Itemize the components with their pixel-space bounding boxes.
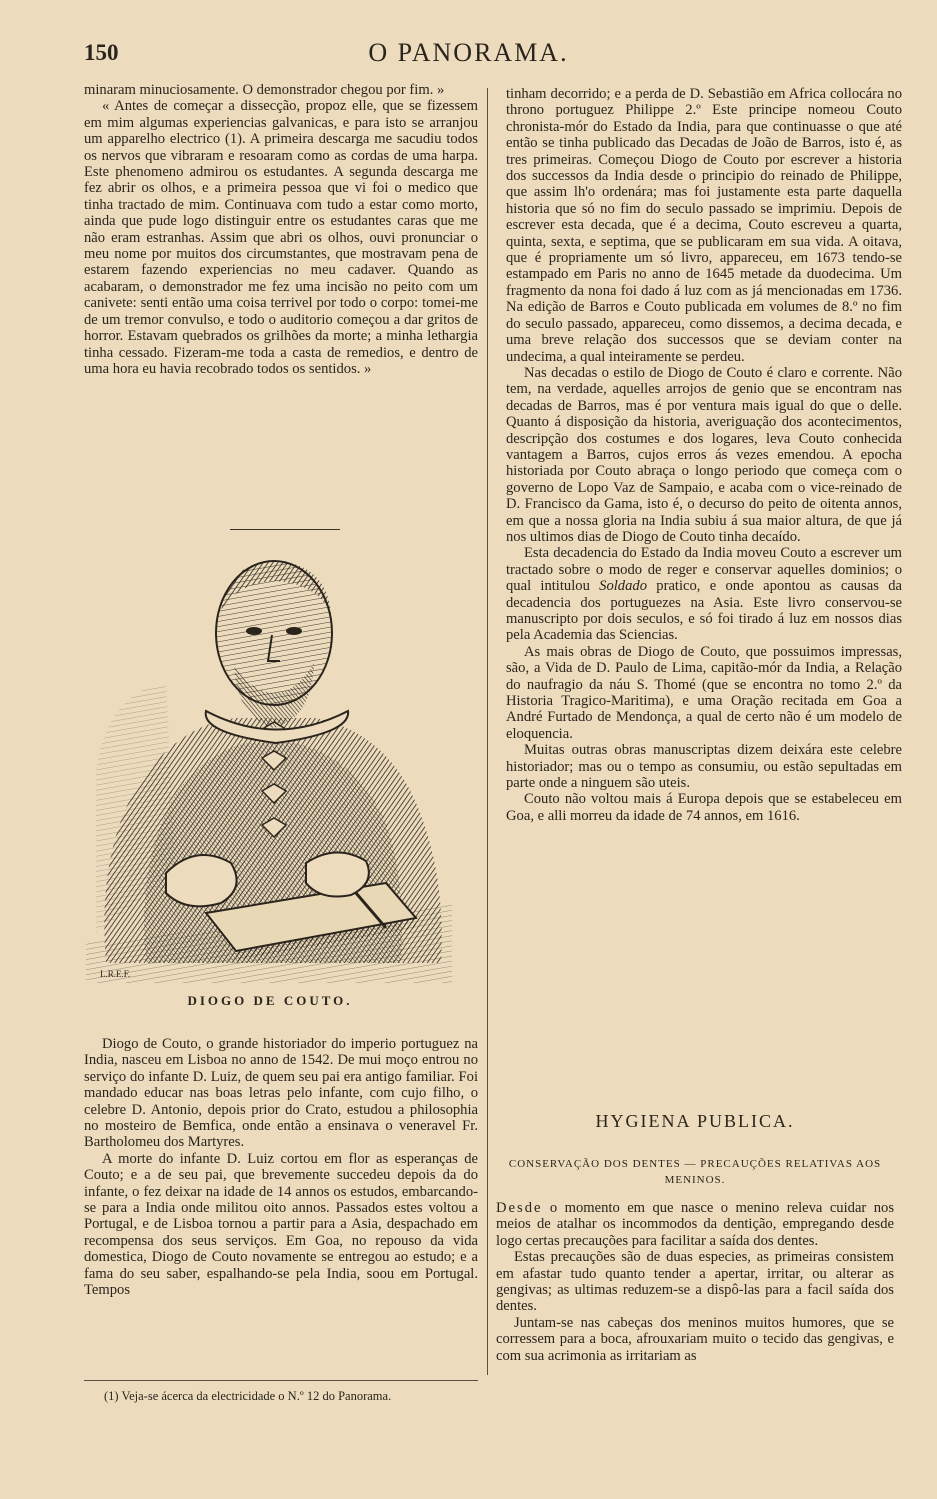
section-rule bbox=[230, 529, 340, 530]
paragraph: As mais obras de Diogo de Couto, que possuimos impressas, são, a Vida de D. Paulo de Lima, capitão-mór da India, a Relação do naufragio da náu S. Thomé (que se encontra no tomo 2.º da Historia Tragico-Maritima), e uma Oração recitada em Goa a André Furtado de Mendonça, a qual de certo não é um modelo de eloquencia. bbox=[506, 643, 902, 742]
paragraph: « Antes de começar a dissecção, propoz elle, que se fizessem em mim algumas experiencias galvanicas, e para isto se arranjou um apparelho electrico (1). A primeira descarga me sacudiu todos os nervos que vibraram e resoaram como as cordas de uma harpa. Este phenomeno admirou os estudantes. A segunda descarga me fez abrir os olhos, e a primeira pessoa que vi foi o medico que tinha tractado de mim. Continuava com tudo a estar como morto, ainda que pude logo distinguir entre os estudantes caras que me não eram estranhas. Assim que abri os olhos, ouvi pronunciar o meu nome por muitos dos circumstantes, que mostravam pena de estarem fazendo experiencias no meu cadaver. Quando as acabaram, o demonstrador me fez uma incisão no peito com um canivete: senti então uma coisa terrivel por todo o corpo: tomei-me de um tremor convulso, e todo o auditorio começou a dar gritos de horror. Estavam quebrados os grilhões da morte; a minha lethargia tinha cessado. Fizeram-me toda a casta de remedios, e dentro de uma hora eu havia recobrado todos os sentidos. » bbox=[84, 98, 478, 377]
paragraph: minaram minuciosamente. O demonstrador chegou por fim. » bbox=[84, 82, 445, 98]
section-title: HYGIENA PUBLICA. bbox=[595, 1111, 795, 1131]
paragraph: A morte do infante D. Luiz cortou em flor as esperanças de Couto; e a de seu pai, que brevemente succedeu depois da do infante, o fez deixar na idade de 14 annos os estudos, embarcando-se para a India onde militou oito annos. Passados estes voltou a Portugal, e de Lisboa tornou a partir para a Asia, despachado em recompensa dos seus serviços. Em Goa, no repouso da vida domestica, Diogo de Couto novamente se entregou ao estudo; e a fama do seu saber, espalhando-se pela India, soou em Portugal. Tempos bbox=[84, 1150, 478, 1299]
hygiene-section-text bbox=[496, 1200, 894, 1364]
footnote-rule bbox=[84, 1380, 478, 1381]
right-column-text bbox=[506, 86, 902, 824]
paragraph: Muitas outras obras manuscriptas dizem deixára este celebre historiador; mas ou o tempo as consumiu, ou estão sepultadas em parte onde a ninguem são uteis. bbox=[506, 742, 902, 792]
portrait-caption: DIOGO DE COUTO. bbox=[187, 993, 353, 1008]
engraver-mark: L.R.E.F. bbox=[100, 969, 131, 979]
section-subtitle: CONSERVAÇÃO DOS DENTES — PRECAUÇÕES RELATIVAS AOS MENINOS. bbox=[508, 1158, 882, 1186]
lead-word: Desde bbox=[496, 1200, 543, 1216]
left-column-bottom-text bbox=[84, 1036, 478, 1299]
footnote: (1) Veja-se ácerca da electricidade o N.º 12 do Panorama. bbox=[104, 1389, 392, 1403]
paragraph: Couto não voltou mais á Europa depois que se estabeleceu em Goa, e alli morreu da idade de 74 annos, em 1616. bbox=[506, 791, 902, 824]
masthead-title: O PANORAMA. bbox=[368, 38, 569, 67]
page-number: 150 bbox=[84, 40, 119, 65]
paragraph: tinham decorrido; e a perda de D. Sebastião em Africa collocára no throno portuguez Philippe 2.º Este principe nomeou Couto chronista-mór do Estado da India, para que continuasse o que até então se tinha publicado das Decadas de João de Barros, isto é, as tres primeiras. Começou Diogo de Couto por escrever a historia dos successos da India desde o principio do reinado de Philippe, que assim lh'o ordenára; mas foi justamente esta parte daquella historia que só no fim do seculo passado se imprimiu. Depois de escrever esta decada, que é a decima, Couto escreveu a quarta, quinta, sexta, e septima, que se publicaram em sua vida. A oitava, que é propriamente um só livro, appareceu, em 1673 tendo-se estampado em Paris no anno de 1645 metade da duodecima. Um fragmento da nona foi dado á luz com as já mencionadas em 1736. Na edição de Barros e Couto publicada em volumes de 8.º no fim do seculo passado, appareceu, como dissemos, a decima decada, e uma breve relação dos successos que se deviam conter na undecima, a qual inteiramente se perdeu. bbox=[506, 86, 902, 365]
paragraph: Nas decadas o estilo de Diogo de Couto é claro e corrente. Não tem, na verdade, aquelles arrojos de genio que se encontram nas decadas de Barros, mas é por ventura mais igual do que o delle. Quanto á disposição da historia, averiguação dos acontecimentos, descripção dos costumes e dos logares, leva Couto conhecida vantagem a Barros, cujos erros ás vezes emendou. A epocha historiada por Couto abraça o longo periodo que começa com o governo de Lopo Vaz de Sampaio, e acaba com o vice-reinado de D. Francisco da Gama, isto é, o decurso do peito de oitenta annos, em que a nossa gloria na India subiu á sua maior altura, de que já nos ultimos dias de Diogo de Couto tinha decaído. bbox=[506, 364, 902, 545]
left-column-top-text bbox=[84, 82, 478, 377]
paragraph: Estas precauções são de duas especies, as primeiras consistem em afastar tudo quanto tender a apertar, irritar, ou alterar as gengivas; as ultimas reduzem-se a dispô-las para a facil saída dos dentes. bbox=[496, 1249, 894, 1315]
portrait-engraving bbox=[86, 543, 452, 983]
paragraph: Juntam-se nas cabeças dos meninos muitos humores, que se corressem para a boca, afrouxariam muito o tecido das gengivas, e com sua acrimonia as irritariam as bbox=[496, 1314, 894, 1364]
paragraph bbox=[506, 545, 902, 643]
column-divider bbox=[487, 88, 488, 1375]
text-fragment: Esta decadencia do Estado da India moveu Couto a escrever um tractado sobre o modo de reger e conservar aquelles dominios; o qual intitulou bbox=[506, 545, 902, 595]
text-fragment: pratico, e onde apontou as causas da decadencia dos portuguezes na Asia. Este livro conservou-se manuscripto por dois seculos, e só foi tirado á luz em nossos dias pela Academia das Sciencias. bbox=[506, 578, 902, 644]
paragraph: Diogo de Couto, o grande historiador do imperio portuguez na India, nasceu em Lisboa no anno de 1542. De mui moço entrou no serviço do infante D. Luiz, de quem seu pai era antigo familiar. Foi mandado educar nas boas letras pelo infante, com cujo filho, o celebre D. Antonio, depois prior do Crato, estudou a philosophia no mosteiro de Bemfica, onde então a ensinava o veneravel Fr. Bartholomeu dos Martyres. bbox=[84, 1036, 478, 1151]
text-fragment: o momento em que nasce o menino releva cuidar nos meios de atalhar os incommodos da dentição, empregando desde logo certas precauções para facilitar a saída dos dentes. bbox=[496, 1200, 894, 1249]
paragraph bbox=[496, 1200, 894, 1249]
book-title: Soldado bbox=[599, 578, 647, 595]
